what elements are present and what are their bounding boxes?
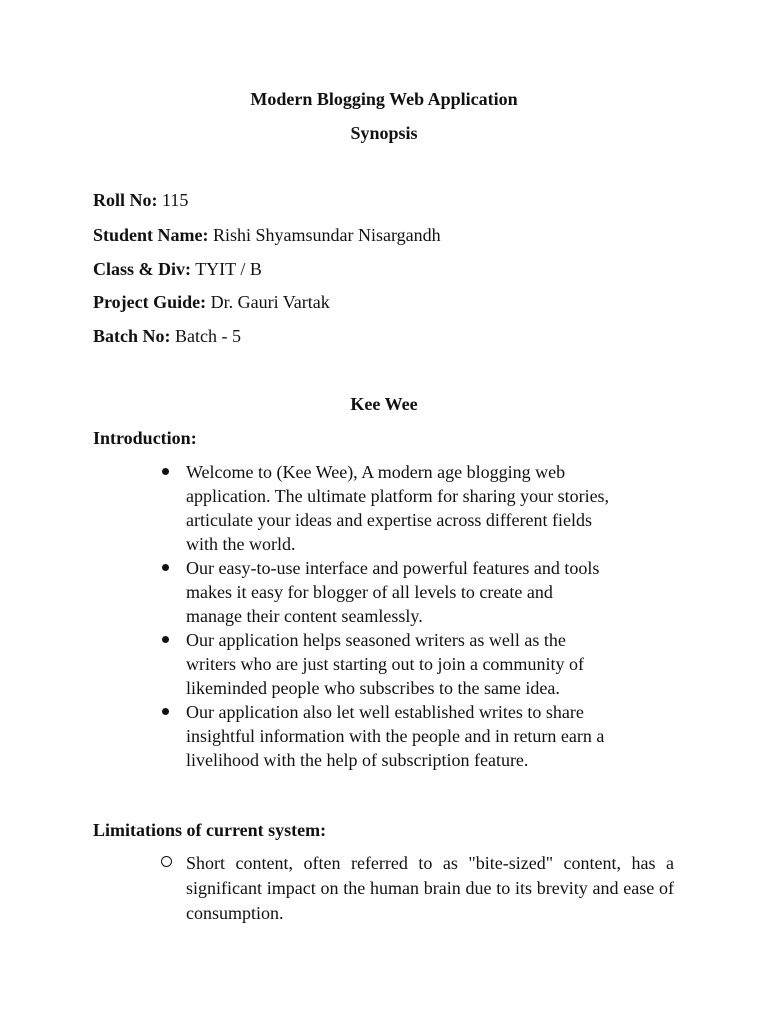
- bullet-icon: [162, 708, 169, 715]
- circle-bullet-icon: [161, 856, 172, 867]
- document-title: Modern Blogging Web Application: [250, 89, 518, 109]
- limitations-heading: Limitations of current system:: [93, 820, 327, 840]
- introduction-list: [186, 460, 686, 772]
- detail-class-div: [93, 259, 262, 280]
- list-item: Our application also let well established writes to share insightful information with the people and in return earn a livelihood with the help of subscription feature.: [186, 700, 686, 772]
- detail-batch-no: [93, 326, 241, 347]
- detail-label: Class & Div:: [93, 259, 191, 279]
- detail-project-guide: [93, 292, 330, 313]
- bullet-icon: [162, 636, 169, 643]
- detail-roll-no: [93, 190, 188, 211]
- detail-value: Rishi Shyamsundar Nisargandh: [213, 225, 441, 245]
- list-item: Our easy-to-use interface and powerful features and tools makes it easy for blogger of all levels to create and manage their content seamlessly.: [186, 556, 686, 628]
- list-item: Welcome to (Kee Wee), A modern age blogging web application. The ultimate platform for sharing your stories, articulate your ideas and expertise across different fields with the world.: [186, 460, 686, 556]
- detail-student-name: [93, 225, 441, 246]
- list-item: Short content, often referred to as "bite-sized" content, has a significant impact on the human brain due to its brevity and ease of consumption.: [186, 851, 674, 926]
- detail-value: 115: [157, 190, 189, 210]
- bullet-icon: [162, 468, 169, 475]
- introduction-heading: Introduction:: [93, 428, 197, 448]
- detail-value: Dr. Gauri Vartak: [210, 292, 330, 312]
- detail-value: Batch - 5: [175, 326, 241, 346]
- project-name: Kee Wee: [350, 394, 418, 414]
- list-item: Our application helps seasoned writers as well as the writers who are just starting out to join a community of likeminded people who subscribes to the same idea.: [186, 628, 686, 700]
- document-subtitle: Synopsis: [350, 123, 418, 143]
- bullet-icon: [162, 564, 169, 571]
- detail-value: TYIT / B: [195, 259, 262, 279]
- limitations-list: [186, 851, 674, 926]
- detail-label: Batch No:: [93, 326, 171, 346]
- detail-label: Project Guide:: [93, 292, 207, 312]
- detail-label: Student Name:: [93, 225, 209, 245]
- detail-label: Roll No:: [93, 190, 158, 210]
